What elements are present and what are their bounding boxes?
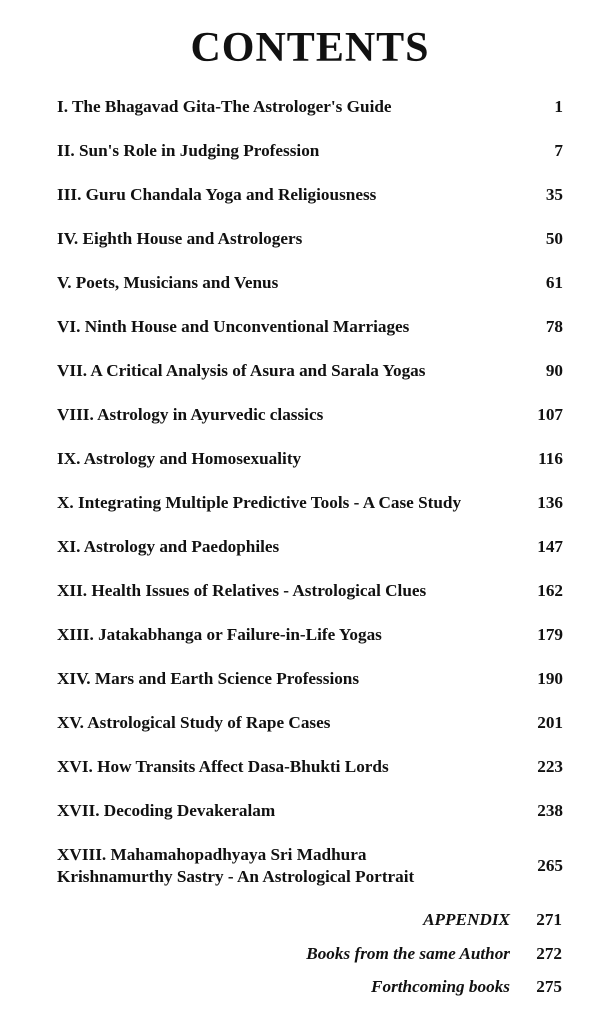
back-matter-title: Forthcoming books (371, 977, 510, 996)
toc-entry (57, 844, 563, 888)
toc-entry-page: 116 (538, 449, 563, 468)
toc-entry-page: 1 (554, 97, 563, 116)
toc-entry-page: 50 (545, 229, 563, 248)
toc-entry-page: 265 (537, 856, 563, 875)
toc-entry-title: V. Poets, Musicians and Venus (57, 273, 279, 292)
toc-entry-page: 90 (545, 361, 563, 380)
toc-entry-title: XVI. How Transits Affect Dasa-Bhukti Lords (57, 757, 389, 776)
toc-entry-page: 107 (537, 405, 563, 424)
toc-entry-title: XIII. Jatakabhanga or Failure-in-Life Yogas (57, 625, 382, 644)
toc-entry-title: III. Guru Chandala Yoga and Religiousness (57, 185, 377, 204)
toc-entry-page: 136 (537, 493, 563, 512)
toc-entry-page: 238 (537, 801, 563, 820)
toc-entry-title: XII. Health Issues of Relatives - Astrological Clues (57, 581, 427, 600)
toc-entry-page: 35 (545, 185, 563, 204)
toc-entry-title: XVIII. Mahamahopadhyaya Sri Madhura Krishnamurthy Sastry - An Astrological Portrait (57, 845, 415, 886)
toc-entry-page: 78 (545, 317, 563, 336)
toc-entry-page: 223 (537, 757, 563, 776)
toc-entry-title: XV. Astrological Study of Rape Cases (57, 713, 331, 732)
toc-entry-title: I. The Bhagavad Gita-The Astrologer's Guide (57, 97, 392, 116)
toc-entry-page: 179 (537, 625, 563, 644)
back-matter-page: 272 (536, 944, 562, 963)
toc-entry-title: VI. Ninth House and Unconventional Marriages (57, 317, 410, 336)
toc-entry-page: 61 (545, 273, 563, 292)
toc-entry-page: 7 (554, 141, 563, 160)
toc-entry-title: X. Integrating Multiple Predictive Tools - A Case Study (57, 493, 462, 512)
toc-entry-title: IX. Astrology and Homosexuality (57, 449, 302, 468)
back-matter-page: 275 (536, 977, 562, 996)
toc-entry-title: IV. Eighth House and Astrologers (57, 229, 303, 248)
toc-entry-title: II. Sun's Role in Judging Profession (57, 141, 320, 160)
toc-entry-title: VIII. Astrology in Ayurvedic classics (57, 405, 324, 424)
toc-entry-title: XI. Astrology and Paedophiles (57, 537, 280, 556)
back-matter-title: APPENDIX (423, 910, 510, 929)
toc-entry-page: 201 (537, 713, 563, 732)
back-matter-title: Books from the same Author (306, 944, 510, 963)
toc-entry-title: XIV. Mars and Earth Science Professions (57, 669, 360, 688)
page-title: CONTENTS (190, 25, 430, 71)
toc-entry-title: XVII. Decoding Devakeralam (57, 801, 276, 820)
toc-entry-page: 190 (537, 669, 563, 688)
toc-entry-page: 162 (537, 581, 563, 600)
toc-entry-page: 147 (537, 537, 563, 556)
back-matter-page: 271 (536, 910, 562, 929)
toc-entry-title: VII. A Critical Analysis of Asura and Sarala Yogas (57, 361, 426, 380)
